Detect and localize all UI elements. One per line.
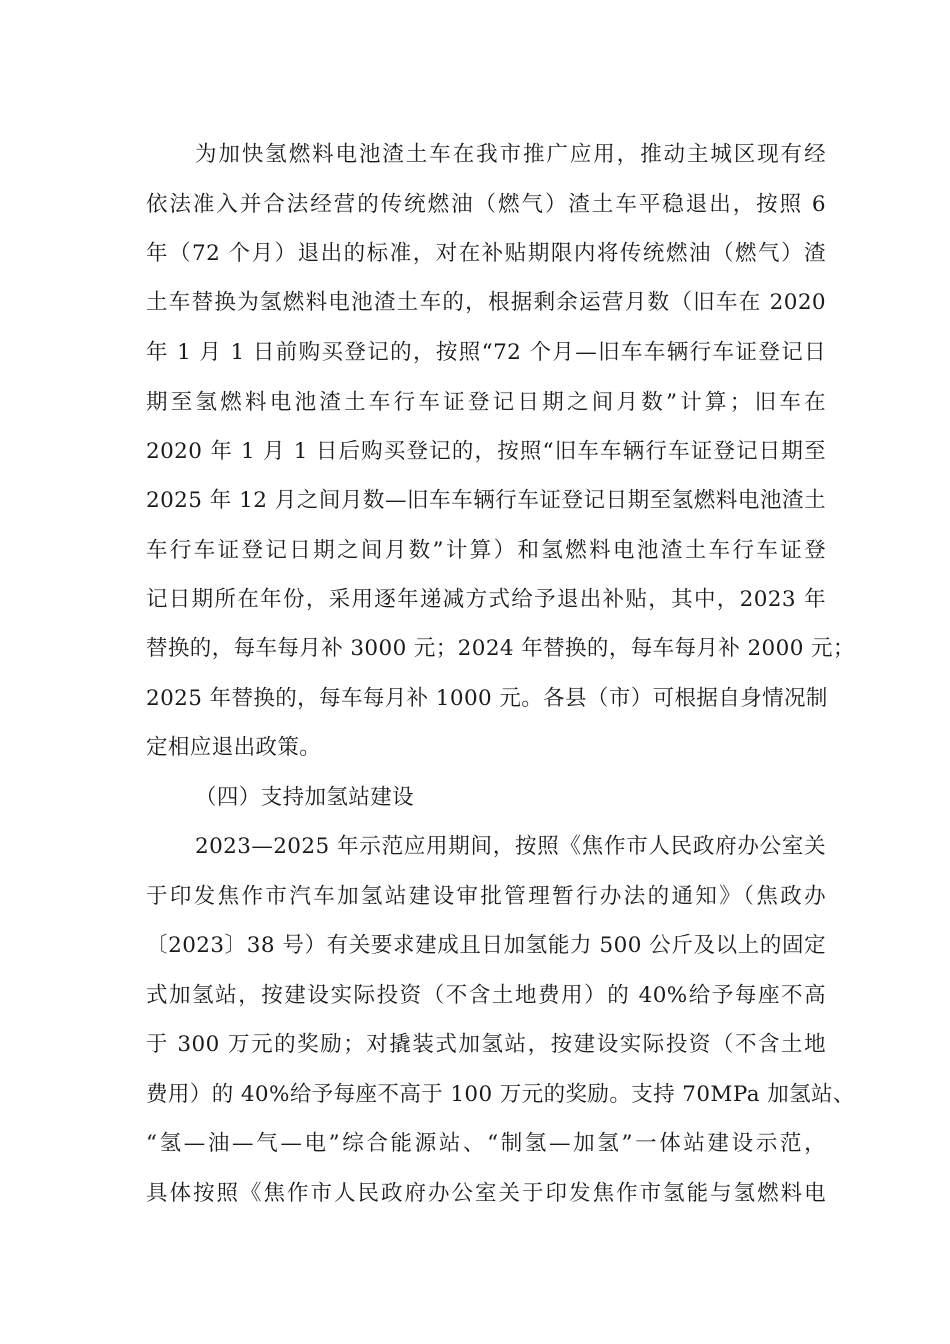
paragraph-1-line-7: 2020 年 1 月 1 日后购买登记的，按照“旧车车辆行车证登记日期至 bbox=[146, 439, 826, 464]
paragraph-1-line-3: 年（72 个月）退出的标准，对在补贴期限内将传统燃油（燃气）渣 bbox=[146, 241, 826, 266]
paragraph-1-line-8: 2025 年 12 月之间月数—旧车车辆行车证登记日期至氢燃料电池渣土 bbox=[146, 488, 826, 513]
paragraph-1-line-9: 车行车证登记日期之间月数”计算）和氢燃料电池渣土车行车证登 bbox=[146, 538, 826, 563]
paragraph-1-line-5: 年 1 月 1 日前购买登记的，按照“72 个月—旧车车辆行车证登记日 bbox=[146, 340, 826, 365]
paragraph-1-line-6: 期至氢燃料电池渣土车行车证登记日期之间月数”计算；旧车在 bbox=[146, 390, 826, 415]
paragraph-1-line-1: 为加快氢燃料电池渣土车在我市推广应用，推动主城区现有经 bbox=[195, 142, 826, 167]
paragraph-1-line-10: 记日期所在年份，采用逐年递减方式给予退出补贴，其中，2023 年 bbox=[146, 587, 826, 612]
paragraph-1-line-12: 2025 年替换的，每车每月补 1000 元。各县（市）可根据自身情况制 bbox=[146, 686, 828, 711]
paragraph-1-line-11: 替换的，每车每月补 3000 元；2024 年替换的，每车每月补 2000 元； bbox=[146, 636, 855, 661]
paragraph-1-line-4: 土车替换为氢燃料电池渣土车的，根据剩余运营月数（旧车在 2020 bbox=[146, 290, 826, 315]
paragraph-2-line-3: 〔2023〕38 号）有关要求建成且日加氢能力 500 公斤及以上的固定 bbox=[146, 933, 826, 958]
paragraph-2-line-4: 式加氢站，按建设实际投资（不含土地费用）的 40%给予每座不高 bbox=[146, 983, 826, 1008]
paragraph-1-line-2: 依法准入并合法经营的传统燃油（燃气）渣土车平稳退出，按照 6 bbox=[146, 192, 826, 217]
paragraph-2-line-2: 于印发焦作市汽车加氢站建设审批管理暂行办法的通知》（焦政办 bbox=[146, 884, 826, 909]
section-heading: （四）支持加氢站建设 bbox=[195, 785, 415, 810]
paragraph-2-line-7: “氢—油—气—电”综合能源站、“制氢—加氢”一体站建设示范， bbox=[146, 1131, 826, 1156]
paragraph-1-line-13: 定相应退出政策。 bbox=[146, 735, 322, 760]
paragraph-2-line-5: 于 300 万元的奖励；对撬装式加氢站，按建设实际投资（不含土地 bbox=[146, 1032, 826, 1057]
paragraph-2-line-6: 费用）的 40%给予每座不高于 100 万元的奖励。支持 70MPa 加氢站、 bbox=[146, 1082, 855, 1107]
paragraph-2-line-1: 2023—2025 年示范应用期间，按照《焦作市人民政府办公室关 bbox=[195, 834, 826, 859]
paragraph-2-line-8: 具体按照《焦作市人民政府办公室关于印发焦作市氢能与氢燃料电 bbox=[146, 1181, 826, 1206]
